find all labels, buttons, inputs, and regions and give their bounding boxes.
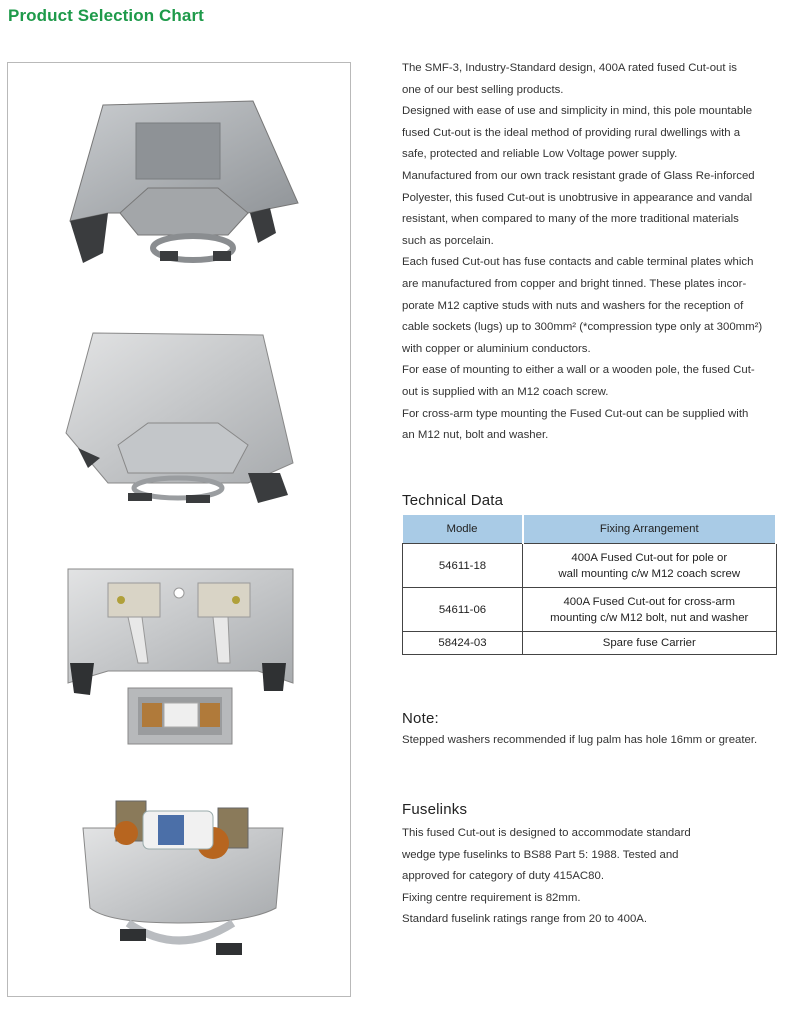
cutout-photo-closed-side [66,333,293,503]
description-line: Polyester, this fused Cut-out is unobtrusive in appearance and vandal [402,191,753,204]
description-line: For ease of mounting to either a wall or a wooden pole, the fused Cut- [402,364,755,377]
table-row [403,632,777,655]
fuselinks-line: wedge type fuselinks to BS88 Part 5: 1988. Tested and [402,848,679,861]
description-line: an M12 nut, bolt and washer. [402,429,549,442]
technical-data-table [402,515,777,655]
description-line: resistant, when compared to many of the more traditional materials [402,213,739,226]
description-line: with copper or aluminium conductors. [402,342,591,355]
cutout-photo-closed-top [70,101,298,263]
column-header-fixing: Fixing Arrangement [523,515,777,544]
technical-data-heading: Technical Data [402,492,504,509]
fuse-carrier-inset-photo [128,688,232,744]
description-line: fused Cut-out is the ideal method of providing rural dwellings with a [402,126,741,139]
table-row [403,544,777,588]
description-line: cable sockets (lugs) up to 300mm² (*compression type only at 300mm²) [402,321,763,334]
note-text: Stepped washers recommended if lug palm has hole 16mm or greater. [402,734,758,746]
product-image-panel [7,62,351,997]
description-line: Each fused Cut-out has fuse contacts and cable terminal plates which [402,256,754,269]
cutout-photo-open [68,569,293,695]
fixing-line: mounting c/w M12 bolt, nut and washer [550,611,749,624]
fuselinks-description [402,823,782,931]
fuselinks-heading: Fuselinks [402,801,468,818]
description-line: Designed with ease of use and simplicity in mind, this pole mountable [402,105,753,118]
page-title: Product Selection Chart [8,6,204,25]
fuselinks-line: This fused Cut-out is designed to accommodate standard [402,827,691,839]
description-line: For cross-arm type mounting the Fused Cut-out can be supplied with [402,407,749,420]
fuselinks-line: Fixing centre requirement is 82mm. [402,891,581,904]
model-cell: 58424-03 [403,632,523,655]
description-line: Manufactured from our own track resistant grade of Glass Re-inforced [402,169,755,182]
note-heading: Note: [402,710,439,727]
fixing-cell [523,632,777,655]
fuselinks-line: Standard fuselink ratings range from 20 to 400A. [402,913,648,926]
description-line: safe, protected and reliable Low Voltage power supply. [402,148,678,161]
column-header-model: Modle [403,515,523,544]
fixing-line: 400A Fused Cut-out for cross-arm [563,595,736,608]
fuselinks-line: approved for category of duty 415AC80. [402,870,604,883]
fixing-line: 400A Fused Cut-out for pole or [571,551,728,564]
product-description [402,58,782,447]
description-line: out is supplied with an M12 coach screw. [402,385,609,398]
description-line: one of our best selling products. [402,83,564,96]
model-cell: 54611-06 [403,588,523,632]
description-line: The SMF-3, Industry-Standard design, 400A rated fused Cut-out is [402,62,737,74]
fuse-carrier-photo [83,801,283,955]
fixing-cell [523,544,777,588]
fixing-line: Spare fuse Carrier [602,637,696,649]
fixing-line: wall mounting c/w M12 coach screw [558,567,741,580]
model-cell: 54611-18 [403,544,523,588]
description-line: are manufactured from copper and bright tinned. These plates incor- [402,277,747,290]
description-line: porate M12 captive studs with nuts and washers for the reception of [402,299,744,312]
description-line: such as porcelain. [402,234,494,247]
table-header-row [403,515,777,544]
fixing-cell [523,588,777,632]
table-row [403,588,777,632]
